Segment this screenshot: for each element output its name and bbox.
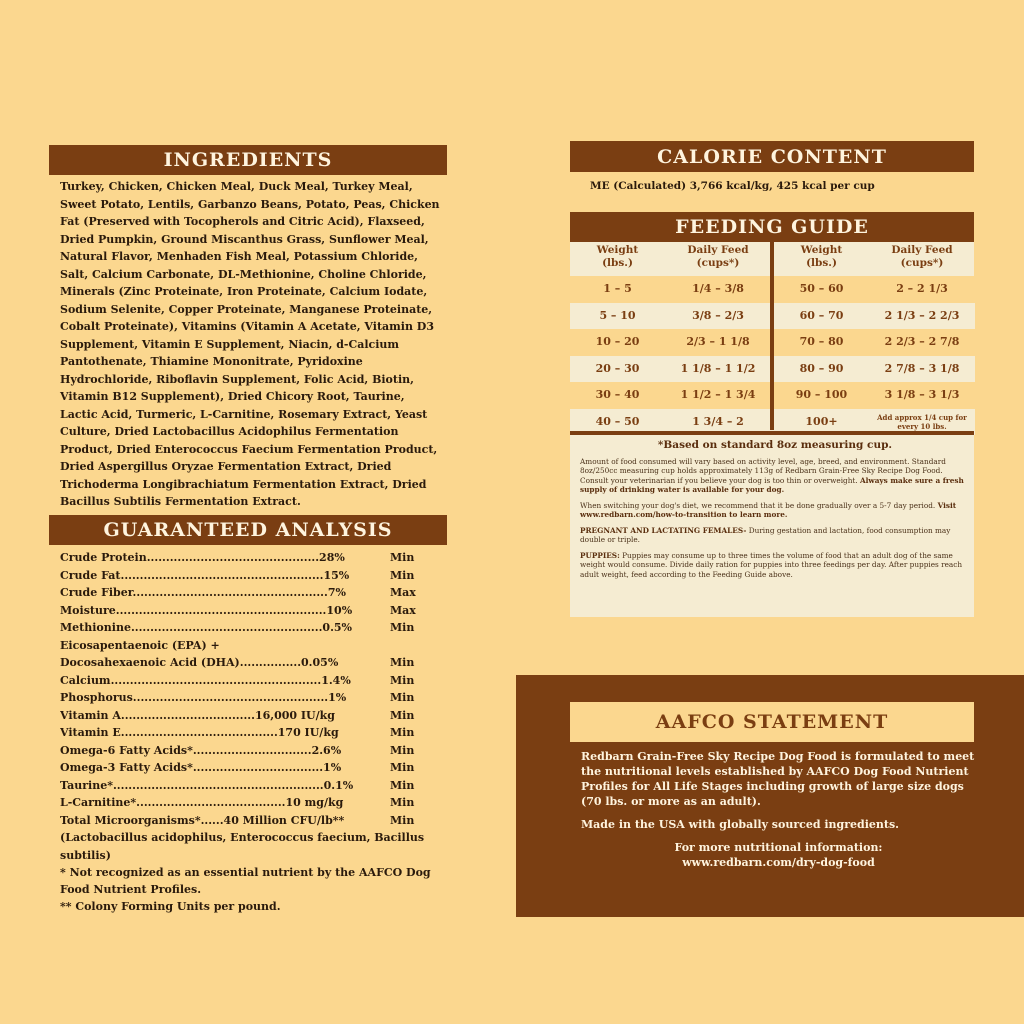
feeding-amount: 3 1/8 – 3 1/3 bbox=[884, 388, 960, 401]
feeding-amount: 2 7/8 – 3 1/8 bbox=[884, 361, 960, 375]
feeding-weight: 70 – 80 bbox=[799, 335, 844, 348]
feeding-table-divider bbox=[770, 240, 774, 430]
analysis-unit: Min bbox=[390, 568, 415, 582]
feeding-weight: 30 – 40 bbox=[595, 388, 640, 401]
feeding-note-bold: PUPPIES: bbox=[580, 550, 620, 560]
feeding-note-text: During gestation and lactation, food consumption may double or triple. bbox=[580, 525, 951, 544]
aafco-statement bbox=[581, 749, 976, 870]
feeding-amount: 3/8 – 2/3 bbox=[692, 308, 744, 322]
analysis-row bbox=[60, 672, 435, 690]
feeding-amount: 2 – 2 1/3 bbox=[896, 282, 948, 295]
feeding-weight: 5 – 10 bbox=[599, 308, 636, 322]
feeding-note-bold: Always make sure a fresh supply of drinking water is available for your dog. bbox=[580, 475, 964, 494]
analysis-label: Vitamin A...................................16,000 IU/kg bbox=[60, 708, 335, 722]
header-weight-unit: (lbs.) bbox=[602, 257, 633, 269]
analysis-label: Calcium.......................................................1.4% bbox=[60, 673, 351, 687]
analysis-unit: Min bbox=[390, 726, 415, 739]
analysis-row bbox=[60, 707, 435, 725]
measuring-cup-note: *Based on standard 8oz measuring cup. bbox=[657, 439, 893, 451]
header-daily-feed: Daily Feed bbox=[687, 244, 749, 256]
guaranteed-analysis-heading: GUARANTEED ANALYSIS bbox=[49, 515, 447, 545]
header-daily-feed: Daily Feed bbox=[891, 244, 953, 256]
feeding-guide-heading: FEEDING GUIDE bbox=[570, 212, 974, 242]
header-daily-feed-unit: (cups*) bbox=[900, 257, 944, 269]
analysis-label: Omega-6 Fatty Acids*...............................2.6% bbox=[60, 743, 342, 757]
analysis-footnote: * Not recognized as an essential nutrient by the AAFCO Dog Food Nutrient Profiles. bbox=[60, 866, 431, 896]
feeding-amount: Add approx 1/4 cup for every 10 lbs. bbox=[877, 412, 967, 431]
analysis-label: Docosahexaenoic Acid (DHA)................0.05% bbox=[60, 656, 339, 669]
feeding-weight: 10 – 20 bbox=[595, 335, 640, 348]
feeding-guide-notes bbox=[580, 441, 970, 585]
analysis-label: Taurine*.......................................................0.1% bbox=[60, 778, 354, 792]
analysis-row bbox=[60, 602, 435, 620]
feeding-note-bold: PREGNANT AND LACTATING FEMALES- bbox=[580, 525, 747, 535]
feeding-amount: 1 1/2 – 1 3/4 bbox=[680, 388, 756, 401]
analysis-label: Phosphorus...................................................1% bbox=[60, 691, 347, 704]
analysis-row bbox=[60, 777, 435, 795]
feeding-weight: 100+ bbox=[805, 414, 838, 428]
feeding-row bbox=[774, 329, 975, 356]
feeding-weight: 60 – 70 bbox=[799, 308, 844, 322]
analysis-label: Crude Fat.....................................................15% bbox=[60, 568, 350, 582]
guaranteed-analysis-list bbox=[60, 549, 435, 915]
analysis-unit: Max bbox=[390, 586, 416, 599]
aafco-heading: AAFCO STATEMENT bbox=[570, 702, 974, 742]
feeding-amount: 1/4 – 3/8 bbox=[692, 282, 744, 295]
analysis-unit: Min bbox=[390, 621, 415, 634]
analysis-row bbox=[60, 724, 435, 742]
feeding-amount: 2/3 – 1 1/8 bbox=[686, 335, 750, 348]
analysis-row bbox=[60, 619, 435, 637]
aafco-more-info bbox=[581, 840, 976, 870]
header-weight: Weight bbox=[800, 244, 843, 256]
feeding-weight: 90 – 100 bbox=[795, 388, 848, 401]
analysis-unit: Min bbox=[390, 691, 415, 704]
feeding-weight: 40 – 50 bbox=[595, 414, 640, 428]
analysis-row bbox=[60, 549, 435, 567]
feeding-row bbox=[774, 356, 975, 383]
analysis-label: L-Carnitine*.......................................10 mg/kg bbox=[60, 796, 344, 809]
analysis-row bbox=[60, 759, 435, 777]
calorie-content-text: ME (Calculated) 3,766 kcal/kg, 425 kcal per cup bbox=[590, 180, 875, 192]
analysis-label: Crude Fiber...................................................7% bbox=[60, 586, 346, 599]
analysis-label: Moisture.......................................................10% bbox=[60, 603, 353, 617]
feeding-row bbox=[570, 356, 771, 383]
analysis-footnote: ** Colony Forming Units per pound. bbox=[60, 900, 281, 913]
analysis-unit: Min bbox=[390, 813, 415, 827]
feeding-note bbox=[580, 501, 970, 520]
header-daily-feed-unit: (cups*) bbox=[696, 257, 740, 269]
aafco-statement-text: Redbarn Grain-Free Sky Recipe Dog Food is formulated to meet the nutritional levels established by AAFCO Dog Food Nutrient Profiles for All Life Stages including growth of large size dogs (70 lbs. or more as an adult). bbox=[581, 750, 975, 808]
analysis-row bbox=[60, 794, 435, 812]
feeding-row bbox=[774, 276, 975, 303]
aafco-made-in-usa: Made in the USA with globally sourced ingredients. bbox=[581, 818, 899, 831]
analysis-row bbox=[60, 812, 435, 830]
analysis-row bbox=[60, 689, 435, 707]
feeding-note bbox=[580, 551, 970, 580]
ingredients-heading: INGREDIENTS bbox=[49, 145, 447, 175]
feeding-amount: 2 1/3 – 2 2/3 bbox=[884, 308, 960, 322]
analysis-unit: Max bbox=[390, 603, 416, 617]
analysis-label: Methionine..................................................0.5% bbox=[60, 621, 353, 634]
analysis-microorganism-note: (Lactobacillus acidophilus, Enterococcus faecium, Bacillus subtilis) bbox=[60, 831, 425, 862]
feeding-table-right bbox=[774, 240, 975, 435]
feeding-note bbox=[580, 457, 970, 495]
feeding-note bbox=[580, 526, 970, 545]
feeding-table-bottom-rule bbox=[570, 431, 974, 435]
feeding-row bbox=[570, 276, 771, 303]
feeding-weight: 20 – 30 bbox=[595, 361, 640, 375]
analysis-label: Crude Protein.............................................28% bbox=[60, 551, 345, 564]
analysis-label: Vitamin E.........................................170 IU/kg bbox=[60, 726, 339, 739]
analysis-unit: Min bbox=[390, 708, 415, 722]
header-weight: Weight bbox=[596, 244, 639, 256]
feeding-note-text: When switching your dog's diet, we recommend that it be done gradually over a 5-7 day period. bbox=[580, 500, 936, 510]
analysis-label: Total Microorganisms*......40 Million CFU/lb** bbox=[60, 813, 345, 827]
feeding-row bbox=[570, 303, 771, 330]
feeding-weight: 80 – 90 bbox=[799, 361, 844, 375]
analysis-label: Omega-3 Fatty Acids*..................................1% bbox=[60, 761, 342, 774]
feeding-weight: 1 – 5 bbox=[603, 282, 632, 295]
feeding-table-header bbox=[570, 240, 771, 276]
analysis-row bbox=[60, 654, 435, 672]
analysis-unit: Min bbox=[390, 656, 415, 669]
analysis-row bbox=[60, 742, 435, 760]
feeding-row bbox=[570, 382, 771, 409]
feeding-row bbox=[570, 329, 771, 356]
analysis-row bbox=[60, 567, 435, 585]
feeding-amount: 1 3/4 – 2 bbox=[692, 414, 744, 428]
feeding-note-text: Amount of food consumed will vary based on activity level, age, breed, and environment. Standard 8oz/250cc measuring cup holds approximately 113g of Redbarn Grain-Free Sky Recipe Dog Food. Consult your veterinarian if you believe your dog is too thin or overweight. bbox=[580, 456, 946, 485]
analysis-unit: Min bbox=[390, 673, 415, 687]
aafco-more-info-url: www.redbarn.com/dry-dog-food bbox=[682, 856, 875, 869]
calorie-content-heading: CALORIE CONTENT bbox=[570, 141, 974, 172]
analysis-epa-line: Eicosapentaenoic (EPA) + bbox=[60, 638, 220, 652]
feeding-note-text: Puppies may consume up to three times the volume of food that an adult dog of the same weight would consume. Divide daily ration for puppies into three feedings per day. After puppies reach adult weight, feed according to the Feeding Guide above. bbox=[580, 550, 963, 579]
feeding-row bbox=[774, 303, 975, 330]
feeding-weight: 50 – 60 bbox=[799, 282, 844, 295]
analysis-unit: Min bbox=[390, 551, 415, 564]
analysis-unit: Min bbox=[390, 778, 415, 792]
feeding-table-left bbox=[570, 240, 771, 435]
aafco-more-info-label: For more nutritional information: bbox=[674, 841, 883, 854]
analysis-row bbox=[60, 584, 435, 602]
analysis-unit: Min bbox=[390, 761, 415, 774]
feeding-note-bold: Visit www.redbarn.com/how-to-transition to learn more. bbox=[580, 500, 957, 519]
feeding-table-header bbox=[774, 240, 975, 276]
feeding-amount: 2 2/3 – 2 7/8 bbox=[884, 335, 960, 348]
feeding-row bbox=[774, 382, 975, 409]
analysis-unit: Min bbox=[390, 743, 415, 757]
header-weight-unit: (lbs.) bbox=[806, 257, 837, 269]
feeding-amount: 1 1/8 – 1 1/2 bbox=[680, 361, 756, 375]
ingredients-text: Turkey, Chicken, Chicken Meal, Duck Meal, Turkey Meal, Sweet Potato, Lentils, Garbanzo Beans, Potato, Peas, Chicken Fat (Preserved with Tocopherols and Citric Acid), Flaxseed, Dried Pumpkin, Ground Miscanthus Grass, Sunflower Meal, Natural Flavor, Menhaden Fish Meal, Potassium Chloride, Salt, Calcium Carbonate, DL-Methionine, Choline Chloride, Minerals (Zinc Proteinate, Iron Proteinate, Calcium Iodate, Sodium Selenite, Copper Proteinate, Manganese Proteinate, Cobalt Proteinate), Vitamins (Vitamin A Acetate, Vitamin D3 Supplement, Vitamin E Supplement, Niacin, d-Calcium Pantothenate, Thiamine Mononitrate, Pyridoxine Hydrochloride, Riboflavin Supplement, Folic Acid, Biotin, Vitamin B12 Supplement), Dried Chicory Root, Taurine, Lactic Acid, Turmeric, L-Carnitine, Rosemary Extract, Yeast Culture, Dried Lactobacillus Acidophilus Fermentation Product, Dried Enterococcus Faecium Fermentation Product, Dried Aspergillus Oryzae Fermentation Extract, Dried Trichoderma Longibrachiatum Fermentation Extract, Dried Bacillus Subtilis Fermentation Extract. bbox=[60, 180, 440, 508]
analysis-unit: Min bbox=[390, 796, 415, 809]
